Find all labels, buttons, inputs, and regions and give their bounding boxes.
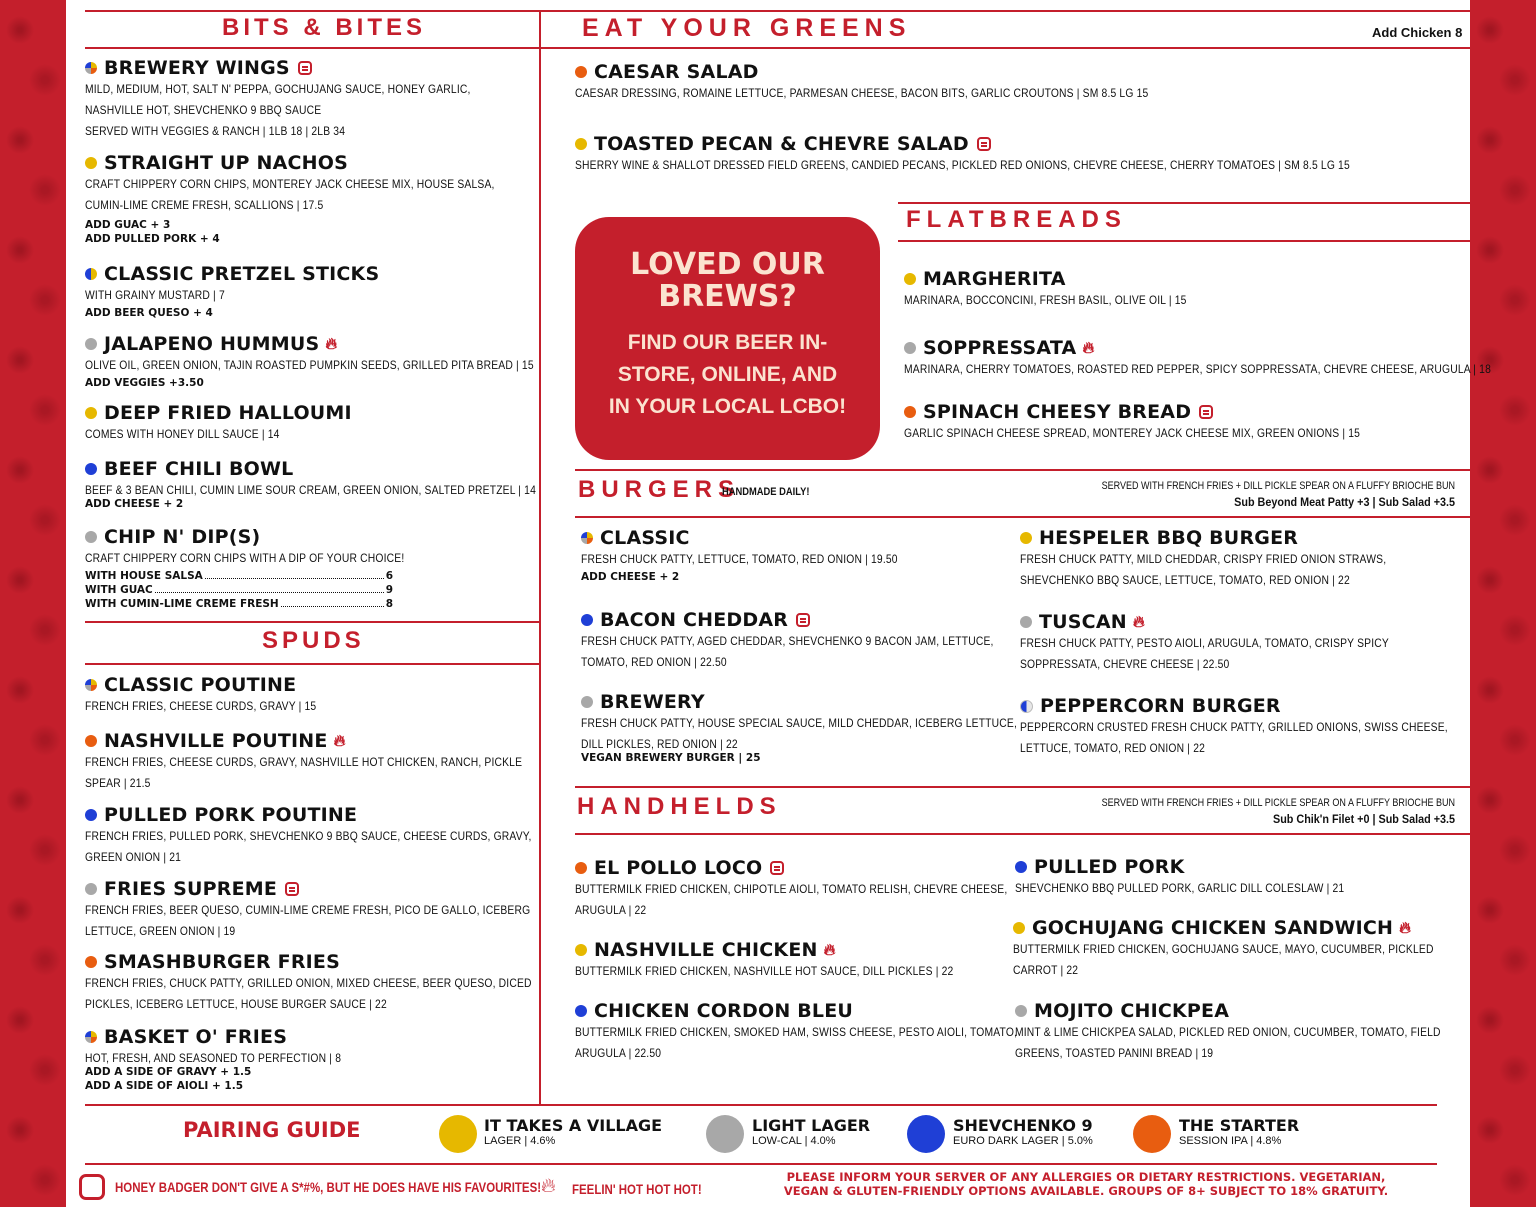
menu-item-brewery-wings <box>85 57 533 142</box>
pairing-guide-title: PAIRING GUIDE <box>183 1118 361 1142</box>
pairing-dot-icon <box>581 614 593 626</box>
menu-item-pulled-pork <box>1015 856 1398 899</box>
beer-light-lager <box>752 1116 870 1147</box>
honey-badger-icon <box>1199 405 1213 419</box>
menu-item-smashburger-fries <box>85 951 604 1015</box>
item-desc: MILD, MEDIUM, HOT, SALT N' PEPPA, GOCHUJANG SAUCE, HONEY GARLIC, <box>85 82 471 96</box>
burgers-handmade-tag: HANDMADE DAILY! <box>722 486 810 498</box>
item-desc: SHEVCHENKO BBQ PULLED PORK, GARLIC DILL COLESLAW | 21 <box>1015 881 1345 895</box>
honey-badger-icon <box>796 613 810 627</box>
dip-option <box>85 597 393 611</box>
item-desc: SHERRY WINE & SHALLOT DRESSED FIELD GREENS, CANDIED PECANS, PICKLED RED ONIONS, CHEVRE CHEESE, CHERRY TOMATOES | SM 8.5 LG 15 <box>575 158 1350 172</box>
lcbo-promo-box <box>575 217 880 460</box>
flatbreads-rule-bottom <box>898 240 1470 242</box>
item-desc: FRENCH FRIES, CHUCK PATTY, GRILLED ONION, MIXED CHEESE, BEER QUESO, DICED <box>85 976 532 990</box>
item-addon: ADD CHEESE + 2 <box>85 498 184 510</box>
pairing-dot-icon <box>1015 1005 1027 1017</box>
beer-style: SESSION IPA | 4.8% <box>1179 1135 1282 1147</box>
item-name: MOJITO CHICKPEA <box>1034 1000 1230 1022</box>
menu-item-soppressata <box>904 337 1536 380</box>
beer-starter <box>1179 1116 1299 1147</box>
menu-item-bacon-cheddar <box>581 609 1061 673</box>
item-desc: FRESH CHUCK PATTY, MILD CHEDDAR, CRISPY FRIED ONION STRAWS, <box>1020 552 1387 566</box>
item-desc: GREENS, TOASTED PANINI BREAD | 19 <box>1015 1046 1214 1060</box>
item-addon: ADD A SIDE OF AIOLI + 1.5 <box>85 1080 244 1092</box>
burgers-rule-top <box>575 469 1470 471</box>
item-addon: ADD VEGGIES +3.50 <box>85 377 204 389</box>
item-name: PEPPERCORN BURGER <box>1040 695 1281 717</box>
item-desc: FRENCH FRIES, CHEESE CURDS, GRAVY, NASHVILLE HOT CHICKEN, RANCH, PICKLE <box>85 755 523 769</box>
beer-color-swatch-shevchenko <box>907 1115 945 1153</box>
pairing-dot-icon <box>1015 861 1027 873</box>
section-title-greens: EAT YOUR GREENS <box>582 14 912 42</box>
item-addon: VEGAN BREWERY BURGER | 25 <box>581 752 761 764</box>
item-name: SOPPRESSATA <box>923 337 1077 359</box>
menu-item-peppercorn <box>1020 695 1517 759</box>
pairing-dot-icon <box>85 157 97 169</box>
hot-fire-icon: 🔥︎ <box>1082 338 1095 357</box>
menu-item-pulled-pork-poutine <box>85 804 604 868</box>
menu-item-nashville-chicken <box>575 939 1015 982</box>
item-name: BREWERY <box>600 691 705 713</box>
item-desc: MARINARA, CHERRY TOMATOES, ROASTED RED PEPPER, SPICY SOPPRESSATA, CHEVRE CHEESE, ARUGULA | 18 <box>904 362 1492 376</box>
item-name: FRIES SUPREME <box>104 878 278 900</box>
item-desc: LETTUCE, TOMATO, RED ONION | 22 <box>1020 741 1206 755</box>
item-name: CHICKEN CORDON BLEU <box>594 1000 854 1022</box>
beer-name: IT TAKES A VILLAGE <box>484 1116 663 1135</box>
pairing-dot-icon <box>85 531 97 543</box>
handhelds-rule-top <box>575 786 1470 788</box>
item-desc: FRESH CHUCK PATTY, AGED CHEDDAR, SHEVCHENKO 9 BACON JAM, LETTUCE, <box>581 634 994 648</box>
hot-fire-icon: 🔥︎ <box>1132 612 1145 631</box>
allergy-notice-line: VEGAN & GLUTEN-FRIENDLY OPTIONS AVAILABLE. GROUPS OF 8+ SUBJECT TO 18% GRATUITY. <box>783 1184 1389 1198</box>
beer-name: SHEVCHENKO 9 <box>953 1116 1093 1135</box>
hot-fire-icon: 🔥︎ <box>823 940 836 959</box>
honey-badger-icon <box>298 61 312 75</box>
item-desc: ARUGULA | 22.50 <box>575 1046 662 1060</box>
pairing-dot-icon <box>575 138 587 150</box>
left-pattern-border <box>0 0 66 1207</box>
item-name: STRAIGHT UP NACHOS <box>104 152 348 174</box>
menu-item-margherita <box>904 268 1233 311</box>
item-desc: DILL PICKLES, RED ONION | 22 <box>581 737 738 751</box>
item-name: SMASHBURGER FRIES <box>104 951 340 973</box>
section-title-flatbreads: FLATBREADS <box>906 206 1127 233</box>
item-desc: TOMATO, RED ONION | 22.50 <box>581 655 727 669</box>
beer-name: LIGHT LAGER <box>752 1116 871 1135</box>
pairing-dot-icon <box>575 1005 587 1017</box>
item-desc: NASHVILLE HOT, SHEVCHENKO 9 BBQ SAUCE <box>85 103 322 117</box>
menu-item-mojito-chickpea <box>1015 1000 1510 1064</box>
section-title-handhelds: HANDHELDS <box>577 793 782 820</box>
promo-text <box>575 327 880 423</box>
dip-option <box>85 569 393 583</box>
pairing-dot-icon <box>1020 532 1032 544</box>
item-desc: MARINARA, BOCCONCINI, FRESH BASIL, OLIVE OIL | 15 <box>904 293 1187 307</box>
item-desc: BUTTERMILK FRIED CHICKEN, SMOKED HAM, SWISS CHEESE, PESTO AIOLI, TOMATO, <box>575 1025 1018 1039</box>
item-name: PULLED PORK <box>1034 856 1185 878</box>
item-name: GOCHUJANG CHICKEN SANDWICH <box>1032 917 1394 939</box>
pairing-dot-icon <box>85 735 97 747</box>
item-desc: BUTTERMILK FRIED CHICKEN, CHIPOTLE AIOLI, TOMATO RELISH, CHEVRE CHEESE, <box>575 882 1008 896</box>
item-desc: FRESH CHUCK PATTY, LETTUCE, TOMATO, RED ONION | 19.50 <box>581 552 898 566</box>
item-desc: SERVED WITH VEGGIES & RANCH | 1LB 18 | 2LB 34 <box>85 124 346 138</box>
item-name: CLASSIC PRETZEL STICKS <box>104 263 380 285</box>
item-name: CLASSIC POUTINE <box>104 674 297 696</box>
item-name: CHIP N' DIP(S) <box>104 526 261 548</box>
honey-badger-icon <box>285 882 299 896</box>
item-addon: ADD CHEESE + 2 <box>581 571 680 583</box>
item-addon: ADD PULLED PORK + 4 <box>85 233 220 245</box>
item-name: CAESAR SALAD <box>594 61 759 83</box>
item-desc: GREEN ONION | 21 <box>85 850 182 864</box>
menu-item-cordon-bleu <box>575 1000 1089 1064</box>
burgers-note-line1: SERVED WITH FRENCH FRIES + DILL PICKLE SPEAR ON A FLUFFY BRIOCHE BUN <box>1101 480 1455 492</box>
burgers-served-note <box>1024 478 1455 510</box>
pairing-dot-icon <box>575 66 587 78</box>
menu-item-classic-poutine <box>85 674 354 717</box>
menu-item-fries-supreme <box>85 878 603 942</box>
item-desc: SHEVCHENKO BBQ SAUCE, LETTUCE, TOMATO, RED ONION | 22 <box>1020 573 1350 587</box>
menu-item-hespeler-bbq <box>1020 527 1446 591</box>
pairing-dot-icon <box>575 862 587 874</box>
hot-fire-icon: 🔥︎ <box>541 1175 556 1197</box>
pairing-dot-icon <box>85 809 97 821</box>
item-desc: FRENCH FRIES, CHEESE CURDS, GRAVY | 15 <box>85 699 317 713</box>
honey-badger-legend: HONEY BADGER DON'T GIVE A S*#%, BUT HE DOES HAVE HIS FAVOURITES! <box>115 1179 542 1195</box>
hot-legend: FEELIN' HOT HOT HOT! <box>572 1181 702 1197</box>
item-desc: LETTUCE, GREEN ONION | 19 <box>85 924 236 938</box>
spuds-rule-top <box>85 621 539 623</box>
spuds-rule-bottom <box>85 663 539 665</box>
item-desc: HOT, FRESH, AND SEASONED TO PERFECTION | 8 <box>85 1051 342 1065</box>
pairing-dot-icon <box>85 62 97 74</box>
hot-fire-icon: 🔥︎ <box>1399 918 1412 937</box>
dip-option-label: WITH HOUSE SALSA <box>85 570 203 582</box>
pairing-dot-icon <box>85 883 97 895</box>
section-title-spuds: SPUDS <box>262 627 365 654</box>
hot-fire-icon: 🔥︎ <box>325 334 338 353</box>
menu-item-pecan-salad <box>575 133 1476 176</box>
item-desc: MINT & LIME CHICKPEA SALAD, PICKLED RED ONION, CUCUMBER, TOMATO, FIELD <box>1015 1025 1441 1039</box>
pairing-dot-icon <box>1020 616 1032 628</box>
menu-item-spinach-bread <box>904 401 1434 444</box>
dip-option-price: 9 <box>385 584 393 596</box>
honey-badger-icon <box>770 861 784 875</box>
promo-text-line: IN YOUR LOCAL LCBO! <box>608 395 847 418</box>
item-name: MARGHERITA <box>923 268 1066 290</box>
item-addon: ADD BEER QUESO + 4 <box>85 307 213 319</box>
section-title-burgers: BURGERS <box>578 476 741 503</box>
dip-option <box>85 583 393 597</box>
menu-item-nachos <box>85 152 561 246</box>
burgers-rule-bottom <box>575 516 1470 518</box>
promo-heading-line: BREWS? <box>658 279 797 314</box>
item-desc: CUMIN-LIME CREME FRESH, SCALLIONS | 17.5 <box>85 198 324 212</box>
promo-heading <box>575 249 880 313</box>
menu-item-chili <box>85 458 609 511</box>
menu-item-hummus <box>85 333 607 390</box>
beer-style: EURO DARK LAGER | 5.0% <box>953 1135 1093 1147</box>
item-name: PULLED PORK POUTINE <box>104 804 358 826</box>
item-name: CLASSIC <box>600 527 690 549</box>
flatbreads-rule-top <box>898 202 1470 204</box>
item-name: SPINACH CHEESY BREAD <box>923 401 1192 423</box>
allergy-notice <box>716 1170 1456 1198</box>
item-desc: FRESH CHUCK PATTY, PESTO AIOLI, ARUGULA, TOMATO, CRISPY SPICY <box>1020 636 1389 650</box>
item-desc: COMES WITH HONEY DILL SAUCE | 14 <box>85 427 280 441</box>
handhelds-served-note <box>1024 795 1455 827</box>
menu-item-brewery-burger <box>581 691 1088 765</box>
item-desc: CRAFT CHIPPERY CORN CHIPS, MONTEREY JACK CHEESE MIX, HOUSE SALSA, <box>85 177 495 191</box>
item-name: JALAPENO HUMMUS <box>104 333 320 355</box>
menu-item-pretzel <box>85 263 379 320</box>
honey-badger-icon <box>79 1174 105 1200</box>
item-name: DEEP FRIED HALLOUMI <box>104 402 352 424</box>
greens-add-chicken-note: Add Chicken 8 <box>1372 25 1463 40</box>
item-desc: BUTTERMILK FRIED CHICKEN, GOCHUJANG SAUCE, MAYO, CUCUMBER, PICKLED <box>1013 942 1434 956</box>
item-desc: CAESAR DRESSING, ROMAINE LETTUCE, PARMESAN CHEESE, BACON BITS, GARLIC CROUTONS | SM 8.5 LG 15 <box>575 86 1149 100</box>
allergy-notice-line: PLEASE INFORM YOUR SERVER OF ANY ALLERGIES OR DIETARY RESTRICTIONS. VEGETARIAN, <box>786 1170 1386 1184</box>
menu-item-gochujang <box>1013 917 1502 981</box>
beer-village <box>484 1116 662 1147</box>
pairing-rule-top <box>85 1104 1437 1106</box>
dip-option-price: 8 <box>385 598 393 610</box>
beer-style: LAGER | 4.6% <box>484 1135 556 1147</box>
pairing-dot-icon <box>85 407 97 419</box>
item-desc: PICKLES, ICEBERG LETTUCE, HOUSE BURGER SAUCE | 22 <box>85 997 387 1011</box>
menu-item-tuscan <box>1020 611 1449 675</box>
item-desc: FRENCH FRIES, BEER QUESO, CUMIN-LIME CREME FRESH, PICO DE GALLO, ICEBERG <box>85 903 531 917</box>
dip-option-label: WITH GUAC <box>85 584 153 596</box>
item-name: TUSCAN <box>1039 611 1127 633</box>
honey-badger-icon <box>977 137 991 151</box>
item-desc: SPEAR | 21.5 <box>85 776 151 790</box>
menu-item-el-pollo-loco <box>575 857 1078 921</box>
menu-item-classic-burger <box>581 527 949 584</box>
promo-heading-line: LOVED OUR <box>630 247 825 282</box>
item-name: BACON CHEDDAR <box>600 609 789 631</box>
pairing-dot-icon <box>85 1031 97 1043</box>
beer-style: LOW-CAL | 4.0% <box>752 1135 836 1147</box>
pairing-dot-icon <box>1020 700 1033 713</box>
menu-item-basket-fries <box>85 1026 383 1093</box>
handhelds-note-line1: SERVED WITH FRENCH FRIES + DILL PICKLE SPEAR ON A FLUFFY BRIOCHE BUN <box>1101 797 1455 809</box>
item-desc: PEPPERCORN CRUSTED FRESH CHUCK PATTY, GRILLED ONIONS, SWISS CHEESE, <box>1020 720 1448 734</box>
dip-option-price: 6 <box>385 570 393 582</box>
promo-text-line: STORE, ONLINE, AND <box>617 363 838 386</box>
item-desc: OLIVE OIL, GREEN ONION, TAJIN ROASTED PUMPKIN SEEDS, GRILLED PITA BREAD | 15 <box>85 358 534 372</box>
item-desc: CARROT | 22 <box>1013 963 1079 977</box>
item-name: HESPELER BBQ BURGER <box>1039 527 1299 549</box>
pairing-dot-icon <box>85 956 97 968</box>
beer-name: THE STARTER <box>1179 1116 1300 1135</box>
item-name: BEEF CHILI BOWL <box>104 458 294 480</box>
pairing-dot-icon <box>85 338 97 350</box>
item-name: NASHVILLE CHICKEN <box>594 939 818 961</box>
item-addon: ADD A SIDE OF GRAVY + 1.5 <box>85 1066 252 1078</box>
beer-color-swatch-village <box>439 1115 477 1153</box>
item-name: BASKET O' FRIES <box>104 1026 288 1048</box>
item-desc: SOPPRESSATA, CHEVRE CHEESE | 22.50 <box>1020 657 1230 671</box>
item-desc: FRENCH FRIES, PULLED PORK, SHEVCHENKO 9 BBQ SAUCE, CHEESE CURDS, GRAVY, <box>85 829 532 843</box>
menu-item-caesar <box>575 61 1242 104</box>
handhelds-rule-bottom <box>575 833 1470 835</box>
pairing-dot-icon <box>581 532 593 544</box>
pairing-dot-icon <box>904 406 916 418</box>
item-desc: GARLIC SPINACH CHEESE SPREAD, MONTEREY JACK CHEESE MIX, GREEN ONIONS | 15 <box>904 426 1361 440</box>
beer-shevchenko <box>953 1116 1093 1147</box>
pairing-dot-icon <box>575 944 587 956</box>
menu-item-chip-dip <box>85 526 405 611</box>
item-name: NASHVILLE POUTINE <box>104 730 328 752</box>
item-desc: WITH GRAINY MUSTARD | 7 <box>85 288 225 302</box>
item-name: BREWERY WINGS <box>104 57 290 79</box>
header-rule <box>85 47 1470 49</box>
pairing-dot-icon <box>85 268 97 280</box>
pairing-dot-icon <box>85 679 97 691</box>
section-title-bits: BITS & BITES <box>222 14 427 41</box>
item-desc: BEEF & 3 BEAN CHILI, CUMIN LIME SOUR CREAM, GREEN ONION, SALTED PRETZEL | 14 <box>85 483 537 497</box>
pairing-dot-icon <box>904 273 916 285</box>
pairing-rule-bottom <box>85 1163 1437 1165</box>
item-desc: BUTTERMILK FRIED CHICKEN, NASHVILLE HOT SAUCE, DILL PICKLES | 22 <box>575 964 954 978</box>
dip-option-label: WITH CUMIN-LIME CREME FRESH <box>85 598 279 610</box>
promo-text-line: FIND OUR BEER IN- <box>627 331 828 354</box>
beer-color-swatch-starter <box>1133 1115 1171 1153</box>
top-rule <box>85 10 1470 12</box>
beer-color-swatch-light-lager <box>706 1115 744 1153</box>
item-desc: FRESH CHUCK PATTY, HOUSE SPECIAL SAUCE, MILD CHEDDAR, ICEBERG LETTUCE, <box>581 716 1018 730</box>
pairing-dot-icon <box>1013 922 1025 934</box>
menu-item-halloumi <box>85 402 352 445</box>
burgers-note-line2: Sub Beyond Meat Patty +3 | Sub Salad +3.5 <box>1234 495 1455 509</box>
pairing-dot-icon <box>85 463 97 475</box>
item-name: EL POLLO LOCO <box>594 857 763 879</box>
hot-fire-icon: 🔥︎ <box>333 731 346 750</box>
item-desc: ARUGULA | 22 <box>575 903 647 917</box>
item-addon: ADD GUAC + 3 <box>85 219 171 231</box>
handhelds-note-line2: Sub Chik'n Filet +0 | Sub Salad +3.5 <box>1272 812 1455 826</box>
pairing-dot-icon <box>904 342 916 354</box>
menu-item-nashville-poutine <box>85 730 593 794</box>
item-desc: CRAFT CHIPPERY CORN CHIPS WITH A DIP OF YOUR CHOICE! <box>85 551 405 565</box>
pairing-dot-icon <box>581 696 593 708</box>
item-name: TOASTED PECAN & CHEVRE SALAD <box>594 133 969 155</box>
